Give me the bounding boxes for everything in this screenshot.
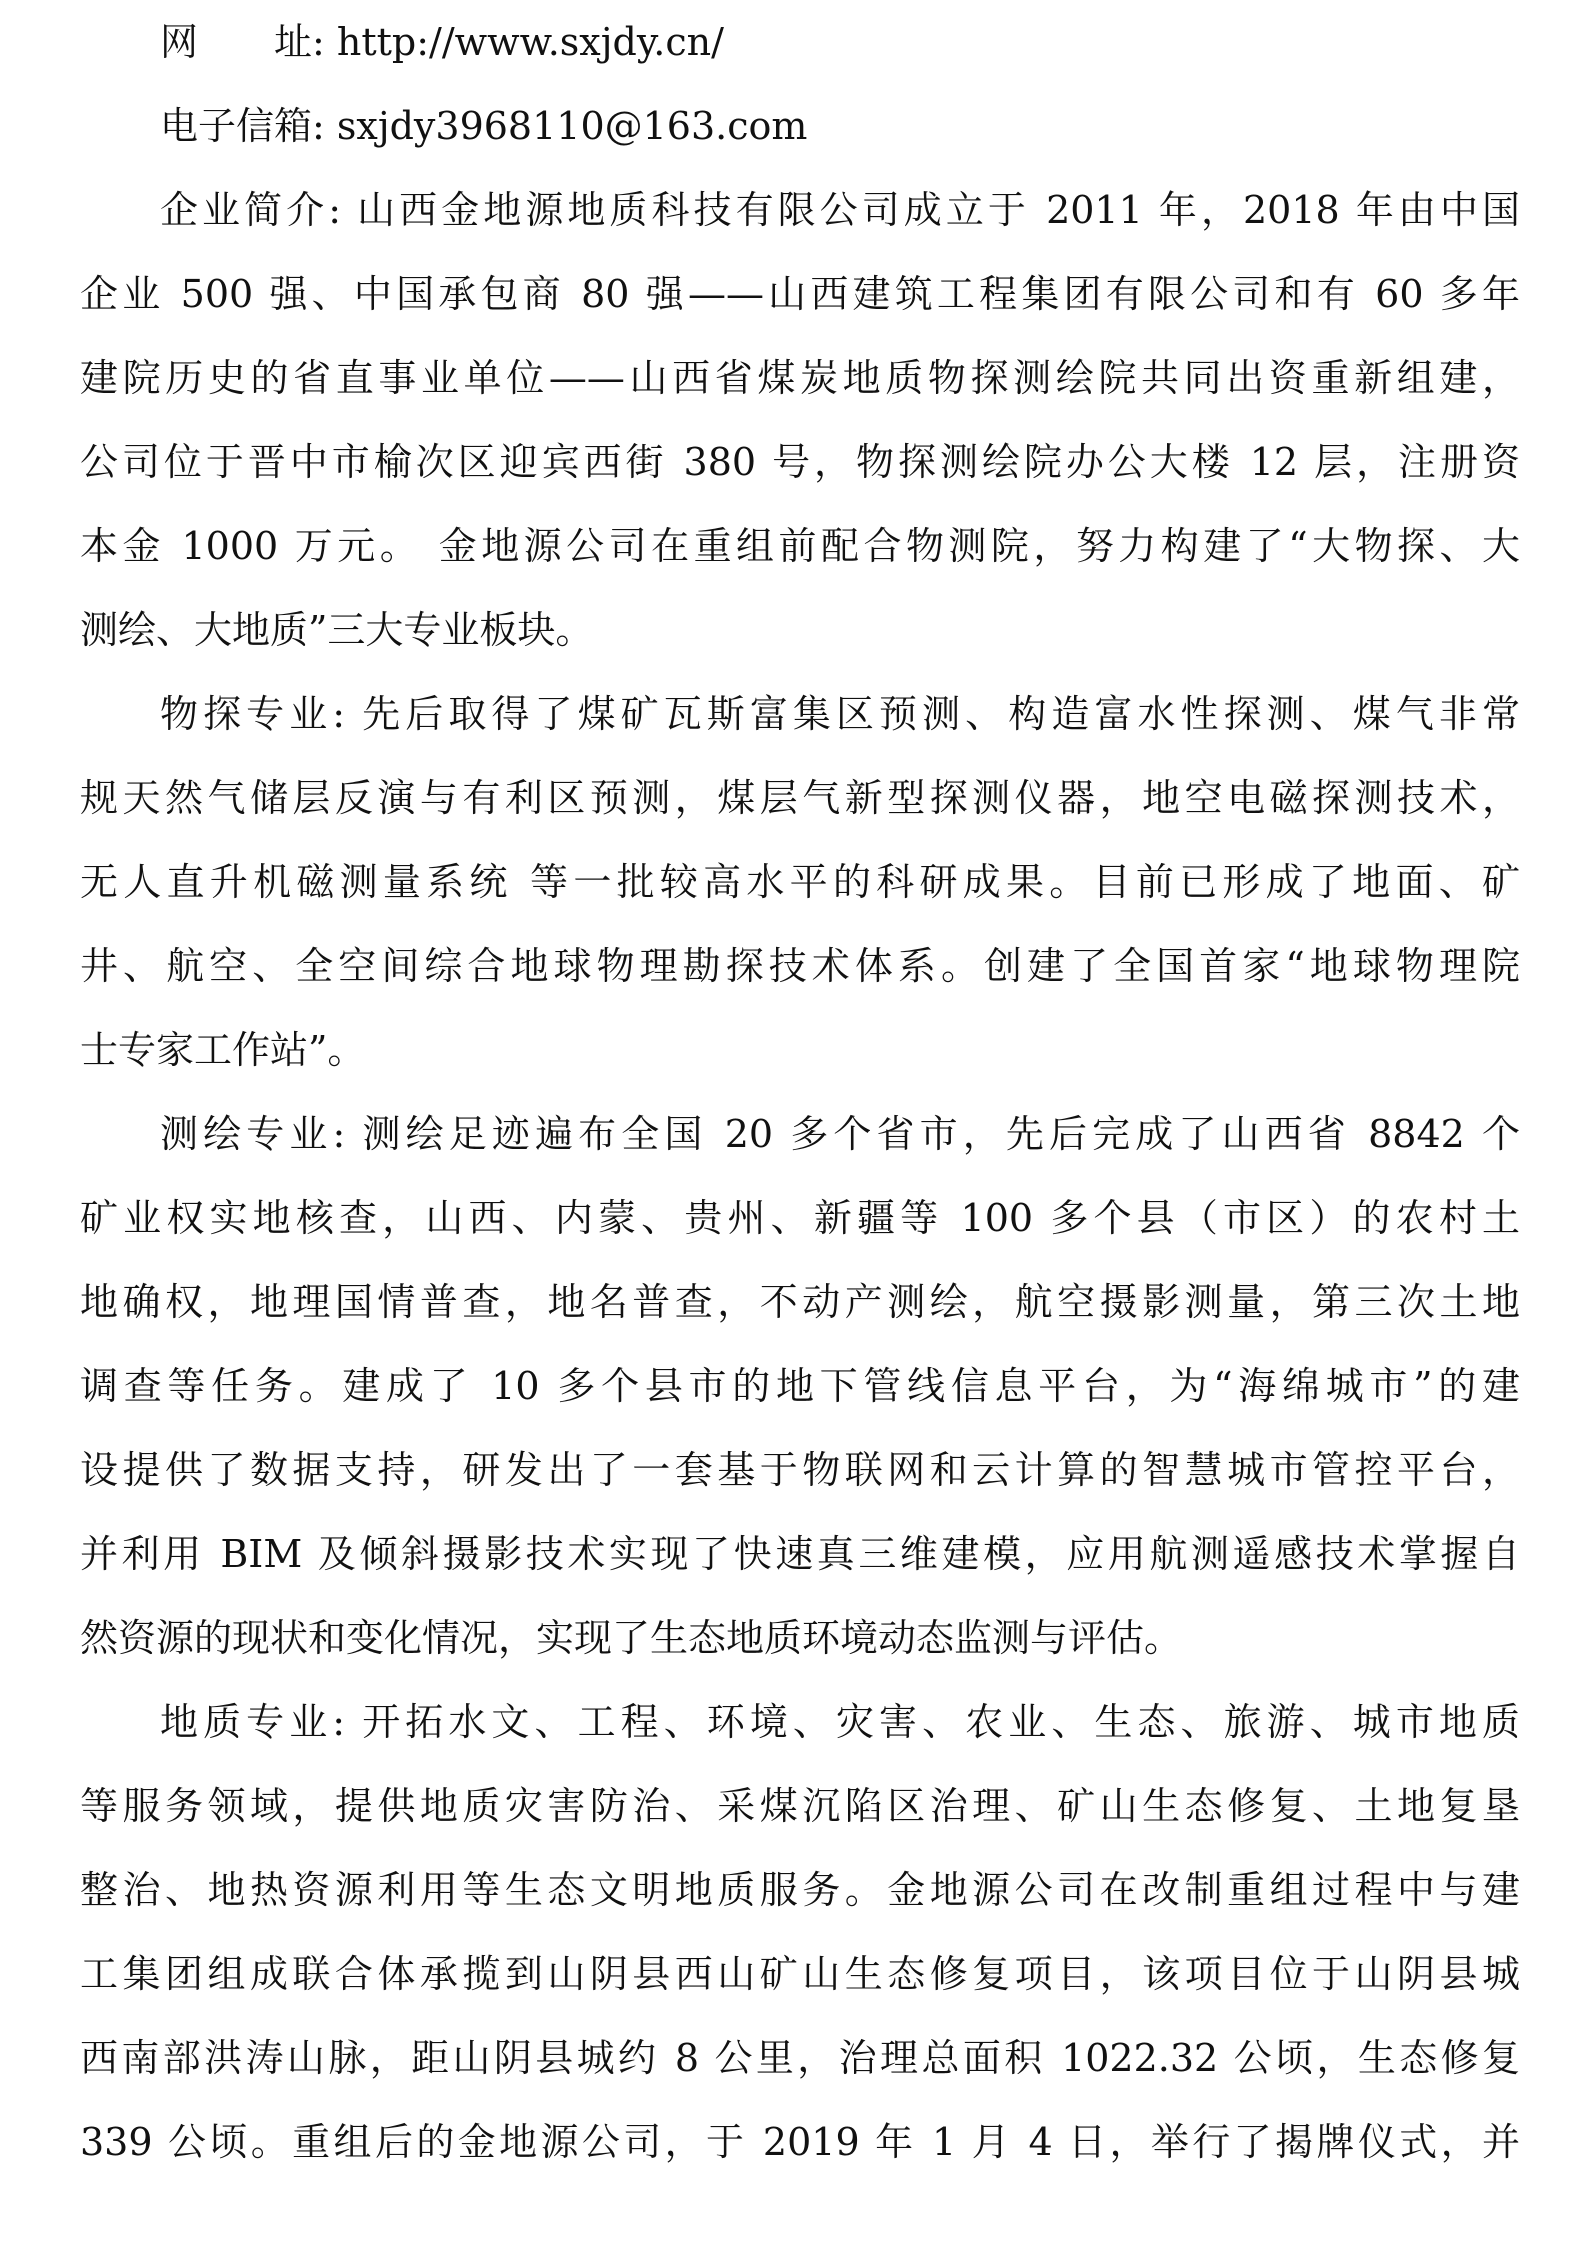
paragraph-line: 339 公顷。重组后的金地源公司，于 2019 年 1 月 4 日，举行了揭牌仪式，并: [80, 2120, 1520, 2164]
paragraph-line: 地质专业: 开拓水文、工程、环境、灾害、农业、生态、旅游、城市地质: [160, 1700, 1520, 1744]
paragraph-line: 本金 1000 万元。 金地源公司在重组前配合物测院，努力构建了“大物探、大: [80, 524, 1520, 568]
paragraph-line: 工集团组成联合体承揽到山阴县西山矿山生态修复项目，该项目位于山阴县城: [80, 1952, 1520, 1996]
paragraph-line: 地确权，地理国情普查，地名普查，不动产测绘，航空摄影测量，第三次土地: [80, 1280, 1520, 1324]
paragraph-line: 建院历史的省直事业单位——山西省煤炭地质物探测绘院共同出资重新组建，: [80, 356, 1520, 400]
paragraph-line: 西南部洪涛山脉，距山阴县城约 8 公里，治理总面积 1022.32 公顷，生态修复: [80, 2036, 1520, 2080]
paragraph-line: 然资源的现状和变化情况，实现了生态地质环境动态监测与评估。: [80, 1616, 1183, 1660]
paragraph-line: 士专家工作站”。: [80, 1028, 366, 1072]
paragraph-line: 企业简介: 山西金地源地质科技有限公司成立于 2011 年，2018 年由中国: [160, 188, 1520, 232]
paragraph-line: 井、航空、全空间综合地球物理勘探技术体系。创建了全国首家“地球物理院: [80, 944, 1520, 988]
paragraph-line: 等服务领域，提供地质灾害防治、采煤沉陷区治理、矿山生态修复、土地复垦: [80, 1784, 1520, 1828]
paragraph-line: 无人直升机磁测量系统 等一批较高水平的科研成果。目前已形成了地面、矿: [80, 860, 1520, 904]
website-line: 网 址: http://www.sxjdy.cn/: [160, 20, 724, 64]
paragraph-line: 调查等任务。建成了 10 多个县市的地下管线信息平台，为“海绵城市”的建: [80, 1364, 1520, 1408]
paragraph-line: 矿业权实地核查，山西、内蒙、贵州、新疆等 100 多个县（市区）的农村土: [80, 1196, 1520, 1240]
paragraph-line: 规天然气储层反演与有利区预测，煤层气新型探测仪器，地空电磁探测技术，: [80, 776, 1520, 820]
paragraph-line: 整治、地热资源利用等生态文明地质服务。金地源公司在改制重组过程中与建: [80, 1868, 1520, 1912]
paragraph-line: 并利用 BIM 及倾斜摄影技术实现了快速真三维建模，应用航测遥感技术掌握自: [80, 1532, 1520, 1576]
paragraph-line: 测绘、大地质”三大专业板块。: [80, 608, 594, 652]
paragraph-line: 公司位于晋中市榆次区迎宾西街 380 号，物探测绘院办公大楼 12 层，注册资: [80, 440, 1520, 484]
paragraph-line: 测绘专业: 测绘足迹遍布全国 20 多个省市，先后完成了山西省 8842 个: [160, 1112, 1520, 1156]
paragraph-line: 企业 500 强、中国承包商 80 强——山西建筑工程集团有限公司和有 60 多年: [80, 272, 1520, 316]
paragraph-line: 设提供了数据支持，研发出了一套基于物联网和云计算的智慧城市管控平台，: [80, 1448, 1520, 1492]
paragraph-line: 物探专业: 先后取得了煤矿瓦斯富集区预测、构造富水性探测、煤气非常: [160, 692, 1520, 736]
email-line: 电子信箱: sxjdy3968110@163.com: [160, 104, 808, 148]
